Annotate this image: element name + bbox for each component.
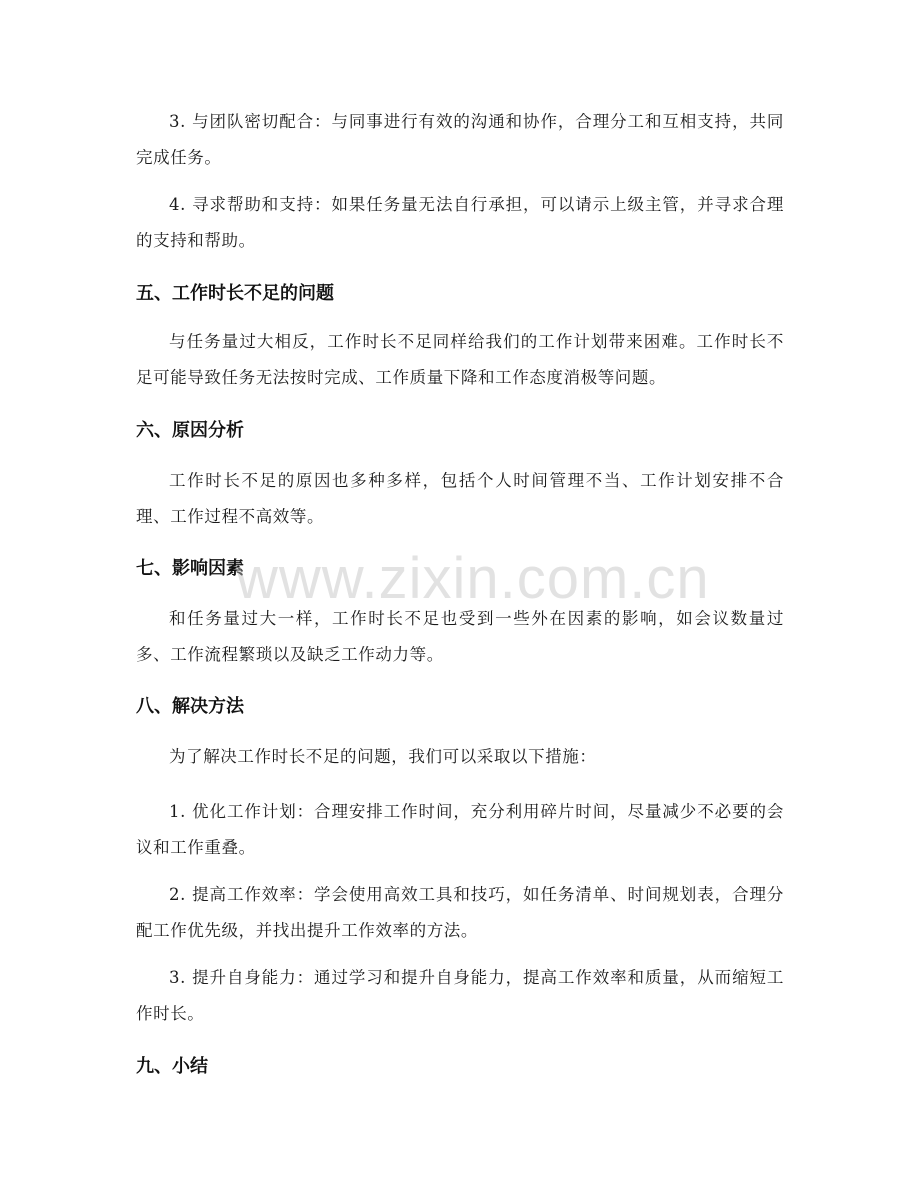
section-heading-6: 六、原因分析 (136, 420, 244, 441)
paragraph-measure-3: 3. 提升自身能力：通过学习和提升自身能力，提高工作效率和质量，从而缩短工作时长。 (136, 968, 784, 1023)
paragraph-section-7-body: 和任务量过大一样，工作时长不足也受到一些外在因素的影响，如会议数量过多、工作流程繁琐以及缺乏工作动力等。 (136, 609, 784, 664)
section-heading-9: 九、小结 (136, 1056, 208, 1077)
section-heading-5: 五、工作时长不足的问题 (136, 283, 334, 304)
section-heading-8: 八、解决方法 (136, 696, 244, 717)
paragraph-item-4-seek-help: 4. 寻求帮助和支持：如果任务量无法自行承担，可以请示上级主管，并寻求合理的支持和帮助。 (136, 195, 784, 250)
section-heading-7: 七、影响因素 (136, 558, 244, 579)
paragraph-measure-1: 1. 优化工作计划：合理安排工作时间，充分利用碎片时间，尽量减少不必要的会议和工作重叠。 (136, 802, 784, 857)
paragraph-section-5-body: 与任务量过大相反，工作时长不足同样给我们的工作计划带来困难。工作时长不足可能导致任务无法按时完成、工作质量下降和工作态度消极等问题。 (136, 332, 784, 387)
paragraph-section-6-body: 工作时长不足的原因也多种多样，包括个人时间管理不当、工作计划安排不合理、工作过程不高效等。 (136, 471, 784, 526)
paragraph-item-3-team-cooperation: 3. 与团队密切配合：与同事进行有效的沟通和协作，合理分工和互相支持，共同完成任务。 (136, 112, 784, 167)
paragraph-measure-2: 2. 提高工作效率：学会使用高效工具和技巧，如任务清单、时间规划表，合理分配工作优先级，并找出提升工作效率的方法。 (136, 885, 784, 940)
paragraph-section-8-intro: 为了解决工作时长不足的问题，我们可以采取以下措施： (169, 747, 597, 766)
watermark-text: www.zixin.com.cn (236, 546, 710, 611)
